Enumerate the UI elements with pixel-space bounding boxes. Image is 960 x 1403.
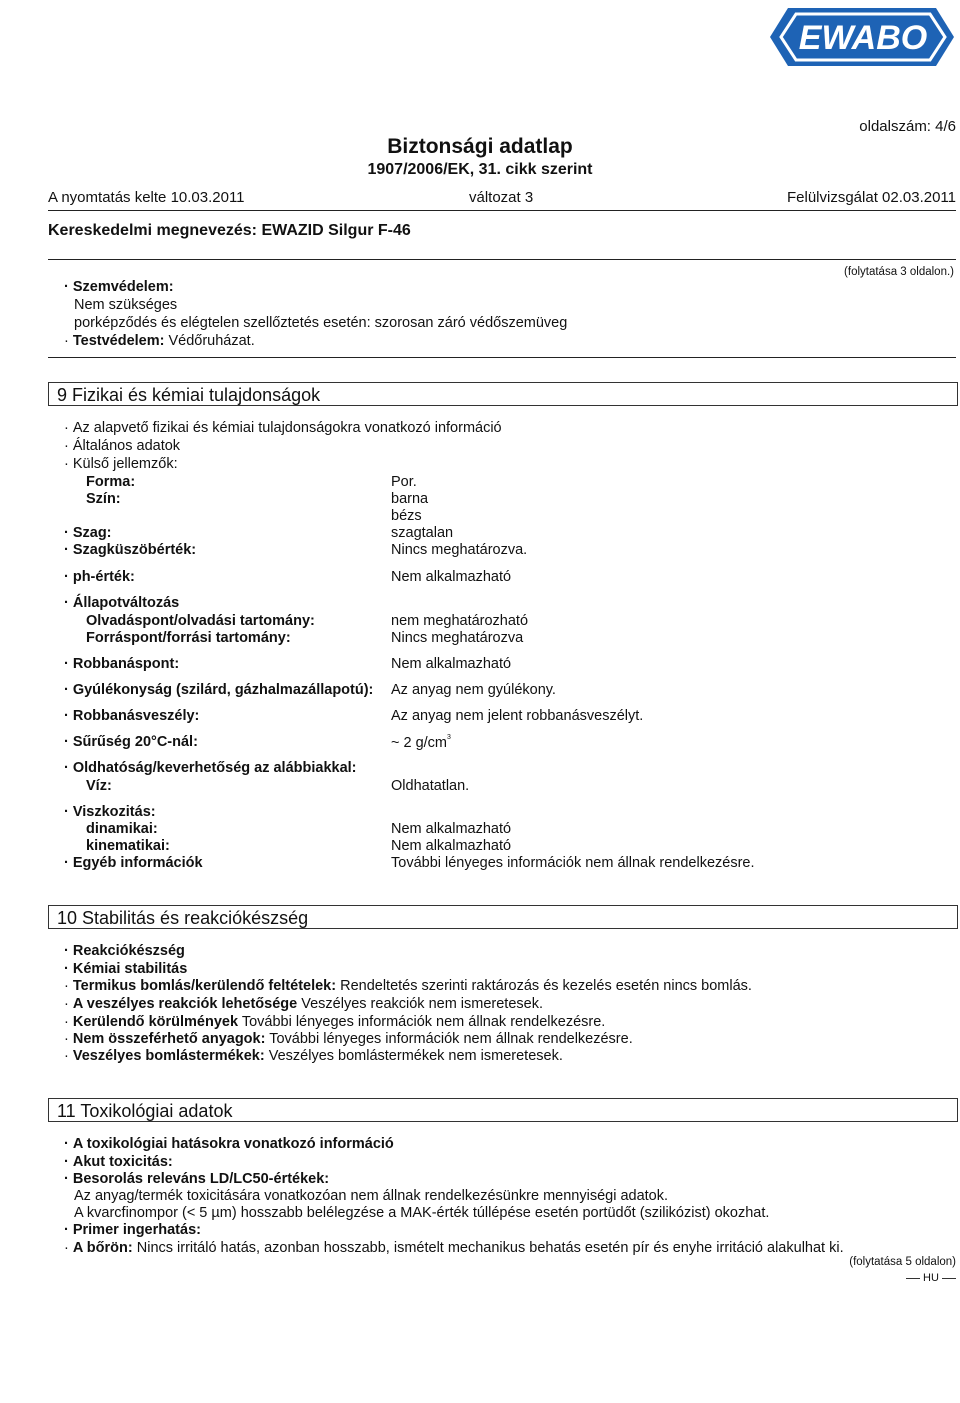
trade-name: Kereskedelmi megnevezés: EWAZID Silgur F-46 <box>48 222 411 239</box>
section-divider <box>48 357 956 358</box>
density-exponent: 3 <box>447 734 451 741</box>
boiling-point-label: Forráspont/forrási tartomány: <box>86 630 291 646</box>
toxicity-note-2: A kvarcfinompor (< 5 µm) hosszabb belélegzése a MAK-érték túllépése esetén portüdőt (szilikózist) okozhat. <box>74 1205 770 1221</box>
reactivity: · Reakciókészség <box>64 943 185 959</box>
flash-point-value: Nem alkalmazható <box>391 656 512 672</box>
decomposition-products: · Veszélyes bomlástermékek: Veszélyes bomlástermékek nem ismeretesek. <box>64 1048 563 1064</box>
print-date: A nyomtatás kelte 10.03.2011 <box>48 189 245 206</box>
chemical-stability: · Kémiai stabilitás <box>64 961 188 977</box>
trade-divider <box>48 259 956 260</box>
ph-label: · ph-érték: <box>64 569 135 585</box>
eye-protection-line1: Nem szükséges <box>74 297 178 313</box>
ld50-values: · Besorolás releváns LD/LC50-értékek: <box>64 1171 330 1187</box>
odor-value: szagtalan <box>391 525 454 541</box>
document-subtitle: 1907/2006/EK, 31. cikk szerint <box>367 161 593 178</box>
explosion-value: Az anyag nem jelent robbanásveszélyt. <box>391 708 644 724</box>
continued-to: (folytatása 5 oldalon) <box>849 1256 956 1268</box>
toxicological-effects-info: · A toxikológiai hatásokra vonatkozó információ <box>64 1136 394 1152</box>
hazardous-reactions: · A veszélyes reakciók lehetősége Veszélyes reakciók nem ismeretesek. <box>64 996 543 1012</box>
thermal-decomposition: · Termikus bomlás/kerülendő feltételek: Rendeltetés szerinti raktározás és kezelés esetén nincs bomlás. <box>64 978 752 994</box>
page-number: oldalszám: 4/6 <box>859 118 956 135</box>
eye-protection-label: · Szemvédelem: <box>64 279 174 295</box>
melting-point-value: nem meghatározható <box>391 613 529 629</box>
body-protection: · Testvédelem: Védőruházat. <box>64 333 255 349</box>
solubility-label: · Oldhatóság/keverhetőség az alábbiakkal: <box>64 760 357 776</box>
water-label: Víz: <box>86 778 112 794</box>
color-value-1: barna <box>391 491 429 507</box>
skin-effect: · A bőrön: Nincs irritáló hatás, azonban hosszabb, ismételt mechanikus behatás esetén pír és enyhe irritáció alakulhat ki. <box>64 1240 844 1256</box>
color-label: Szín: <box>86 491 121 507</box>
color-value-2: bézs <box>391 508 422 524</box>
acute-toxicity: · Akut toxicitás: <box>64 1154 173 1170</box>
general-data-heading: · Általános adatok <box>64 438 181 454</box>
melting-point-label: Olvadáspont/olvadási tartomány: <box>86 613 315 629</box>
basic-info-heading: · Az alapvető fizikai és kémiai tulajdonságokra vonatkozó információ <box>64 420 502 436</box>
other-info-label: · Egyéb információk <box>64 855 203 871</box>
odor-threshold-value: Nincs meghatározva. <box>391 542 528 558</box>
revision-date: Felülvizsgálat 02.03.2011 <box>787 189 956 206</box>
state-change-label: · Állapotváltozás <box>64 595 180 611</box>
dynamic-viscosity-value: Nem alkalmazható <box>391 821 512 837</box>
incompatible-materials: · Nem összeférhető anyagok: További lényeges információk nem állnak rendelkezésre. <box>64 1031 633 1047</box>
boiling-point-value: Nincs meghatározva <box>391 630 524 646</box>
other-info-value: További lényeges információk nem állnak rendelkezésre. <box>391 855 755 871</box>
kinematic-viscosity-label: kinematikai: <box>86 838 170 854</box>
version: változat 3 <box>469 189 534 206</box>
flammability-label: · Gyúlékonyság (szilárd, gázhalmazállapotú): <box>64 682 374 698</box>
section-10-heading: 10 Stabilitás és reakciókészség <box>48 905 958 929</box>
water-value: Oldhatatlan. <box>391 778 470 794</box>
ph-value: Nem alkalmazható <box>391 569 512 585</box>
dynamic-viscosity-label: dinamikai: <box>86 821 158 837</box>
primary-irritation: · Primer ingerhatás: <box>64 1222 201 1238</box>
kinematic-viscosity-value: Nem alkalmazható <box>391 838 512 854</box>
header-divider <box>48 210 956 211</box>
odor-label: · Szag: <box>64 525 112 541</box>
section-11-heading: 11 Toxikológiai adatok <box>48 1098 958 1122</box>
continued-from: (folytatása 3 oldalon.) <box>844 266 954 278</box>
form-label: Forma: <box>86 474 136 490</box>
form-value: Por. <box>391 474 417 490</box>
explosion-label: · Robbanásveszély: <box>64 708 200 724</box>
eye-protection-line2: porképződés és elégtelen szellőztetés esetén: szorosan záró védőszemüveg <box>74 315 568 331</box>
density-label: · Sűrűség 20°C-nál: <box>64 734 198 750</box>
flash-point-label: · Robbanáspont: <box>64 656 180 672</box>
toxicity-note-1: Az anyag/termék toxicitására vonatkozóan nem állnak rendelkezésünkre mennyiségi adatok. <box>74 1188 669 1204</box>
conditions-to-avoid: · Kerülendő körülmények További lényeges információk nem állnak rendelkezésre. <box>64 1014 606 1030</box>
section-9-heading: 9 Fizikai és kémiai tulajdonságok <box>48 382 958 406</box>
logo-text: EWABO <box>798 19 928 57</box>
density-value: ~ 2 $g/cm^3$ <box>391 734 451 751</box>
odor-threshold-label: · Szagküszöbérték: <box>64 542 197 558</box>
viscosity-label: · Viszkozitás: <box>64 804 156 820</box>
document-title: Biztonsági adatlap <box>387 135 573 158</box>
company-logo <box>766 4 956 70</box>
appearance-heading: · Külső jellemzők: <box>64 456 178 472</box>
language-code: HU <box>906 1272 956 1284</box>
flammability-value: Az anyag nem gyúlékony. <box>391 682 556 698</box>
